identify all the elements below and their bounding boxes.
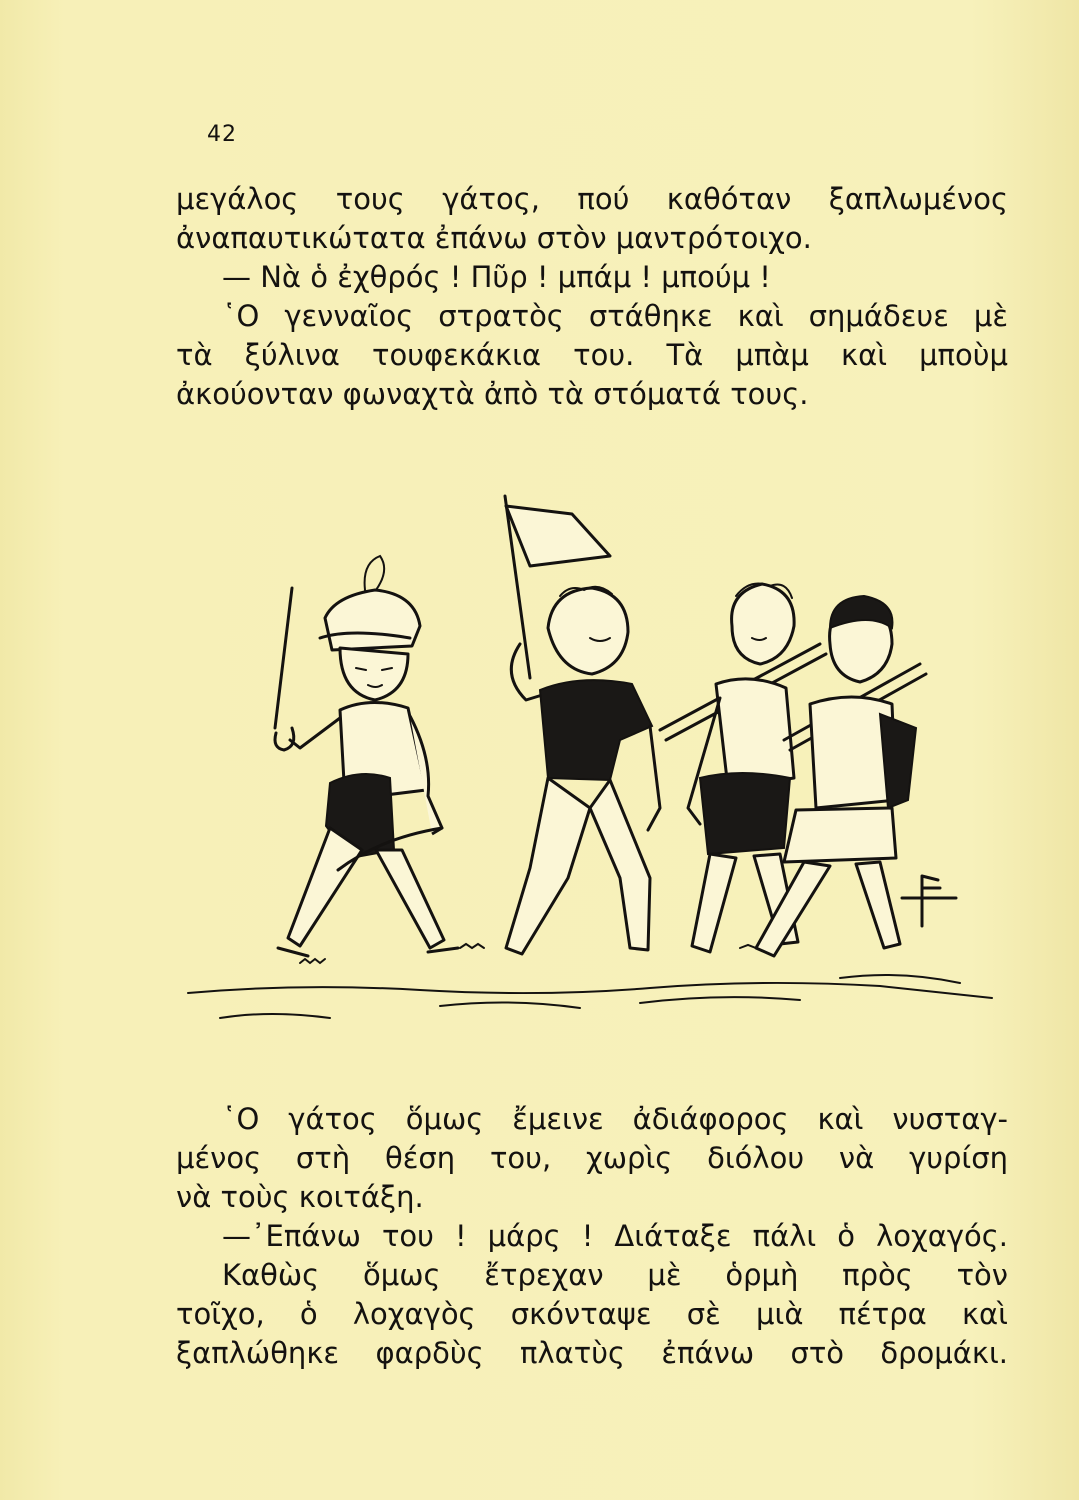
captain-boy-figure [275,556,458,956]
text-line: νὰ τοὺς κοιτάξη. [176,1180,424,1214]
page-number: 42 [207,122,237,147]
text-line: τοῖχο, ὁ λοχαγὸς σκόνταψε σὲ μιὰ πέτρα καὶ [176,1297,1008,1331]
text-line: τὰ ξύλινα τουφεκάκια του. Τὰ μπὰμ καὶ μποὺμ [176,338,1008,372]
text-line: μεγάλος τους γάτος, πού καθόταν ξαπλωμένος [176,182,1008,216]
artist-signature [902,876,956,926]
text-line: —᾿Επάνω του ! μάρς ! Διάταξε πάλι ὁ λοχαγός. [222,1219,1008,1253]
text-line: ἀκούονταν φωναχτὰ ἀπὸ τὰ στόματά τους. [176,377,809,411]
text-line: Καθὼς ὅμως ἔτρεχαν μὲ ὁρμὴ πρὸς τὸν [222,1258,1008,1292]
text-block-bottom [176,1100,1008,1373]
text-line: ἀναπαυτικώτατα ἐπάνω στὸν μαντρότοιχο. [176,221,812,255]
text-line: μένος στὴ θέση του, χωρὶς διόλου νὰ γυρίση [176,1141,1008,1175]
marching-boys-illustration [180,478,1000,1038]
text-line: ῾Ο γενναῖος στρατὸς στάθηκε καὶ σημάδευε μὲ [222,299,1008,333]
text-line: ξαπλώθηκε φαρδὺς πλατὺς ἐπάνω στὸ δρομάκι. [176,1336,1008,1370]
text-block-top [176,180,1008,414]
flag-bearer-boy-figure [505,496,660,954]
text-line: ῾Ο γάτος ὅμως ἔμεινε ἀδιάφορος καὶ νυσταγ- [222,1102,1008,1136]
text-line: — Νὰ ὁ ἐχθρός ! Πῦρ ! μπάμ ! μπούμ ! [222,260,771,294]
